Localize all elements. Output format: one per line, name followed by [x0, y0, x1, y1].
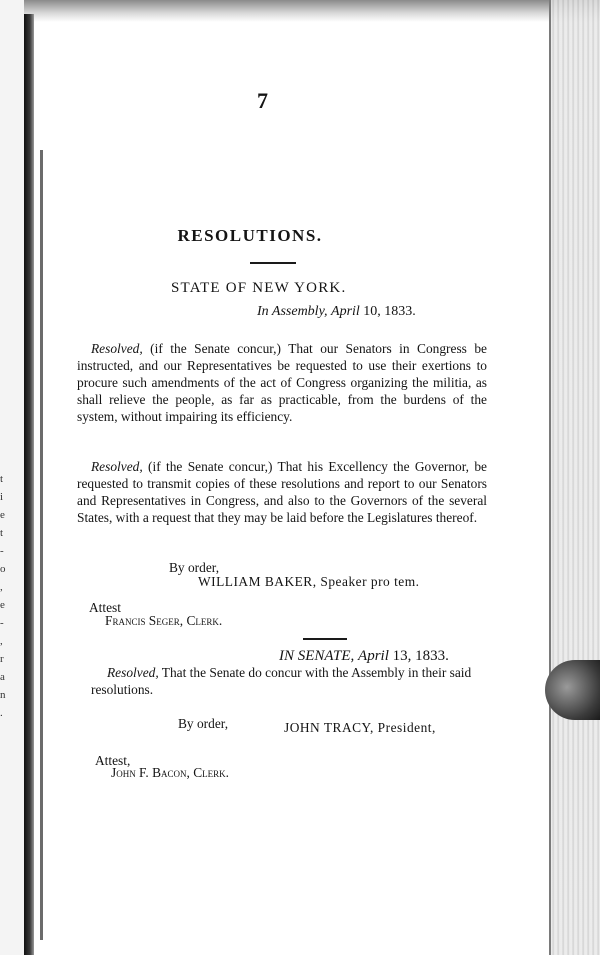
- page-stack-edge: [550, 0, 600, 955]
- fragment: -: [0, 617, 4, 629]
- senate-date-rest: 13, 1833.: [392, 648, 449, 664]
- resolution-1-text: (if the Senate concur,) That our Senators in Congress be instructed, and our Representatives be requested to use their exertions to procure such amendments of the act of Congress organizing the militia, as shall relieve the people, as far as practicable, from the burdens of the system, without impairing its efficiency.: [77, 341, 487, 424]
- fragment: e: [0, 599, 5, 611]
- fragment: r: [0, 653, 4, 665]
- binder-clip: [545, 660, 600, 720]
- state-heading-text: STATE OF NEW YORK.: [171, 280, 347, 296]
- resolution-2: [77, 458, 487, 526]
- resolution-1-lead: Resolved,: [91, 341, 143, 356]
- section-rule: [303, 638, 347, 640]
- senate-signer: JOHN TRACY, President,: [284, 720, 436, 735]
- binding-line: [40, 150, 43, 940]
- fragment: -: [0, 545, 4, 557]
- resolution-1: [77, 340, 487, 425]
- clerk-1: Francis Seger, Clerk.: [105, 613, 223, 628]
- fragment: o: [0, 563, 6, 575]
- senate-resolution: [91, 664, 491, 698]
- page-edge-line: [549, 0, 551, 955]
- assembly-signer: WILLIAM BAKER, Speaker pro tem.: [198, 574, 420, 589]
- fragment: t: [0, 473, 4, 485]
- state-heading: [171, 280, 401, 297]
- fragment: n: [0, 689, 6, 701]
- facing-page-fragments: [0, 470, 12, 722]
- attest-1: Attest: [89, 600, 121, 615]
- heading-rule: [250, 262, 296, 264]
- clerk-2: John F. Bacon, Clerk.: [111, 765, 230, 780]
- fragment: .: [0, 707, 3, 719]
- fragment: ,: [0, 581, 3, 593]
- assembly-prefix: In Assembly,: [257, 304, 328, 319]
- heading: RESOLUTIONS.: [177, 226, 323, 245]
- fragment: e: [0, 509, 5, 521]
- fragment: a: [0, 671, 5, 683]
- assembly-order: By order,: [169, 560, 220, 575]
- senate-prefix: IN SENATE,: [279, 648, 355, 664]
- binding-edge: [24, 14, 34, 955]
- senate-month: April: [358, 648, 389, 664]
- resolution-2-lead: Resolved,: [91, 459, 143, 474]
- assembly-date-rest: 10, 1833.: [363, 304, 416, 319]
- senate-resolution-text: That the Senate do concur with the Assembly in their said resolutions.: [91, 665, 472, 697]
- attest-2: Attest,: [95, 753, 131, 768]
- resolution-2-text: (if the Senate concur,) That his Excellency the Governor, be requested to transmit copies of these resolutions and report to our Senators and Representatives in Congress, and also to the Governors of the several States, with a request that they may be laid before the Legislatures thereof.: [77, 459, 487, 525]
- senate-resolution-lead: Resolved,: [107, 665, 159, 680]
- assembly-dateline: [257, 304, 416, 320]
- senate-order: By order,: [178, 716, 229, 731]
- senate-dateline: [279, 648, 449, 665]
- document-page: [45, 0, 545, 955]
- fragment: ,: [0, 635, 3, 647]
- fragment: t: [0, 527, 4, 539]
- assembly-month: April: [331, 304, 360, 319]
- page-number: 7: [257, 88, 268, 113]
- fragment: i: [0, 491, 4, 503]
